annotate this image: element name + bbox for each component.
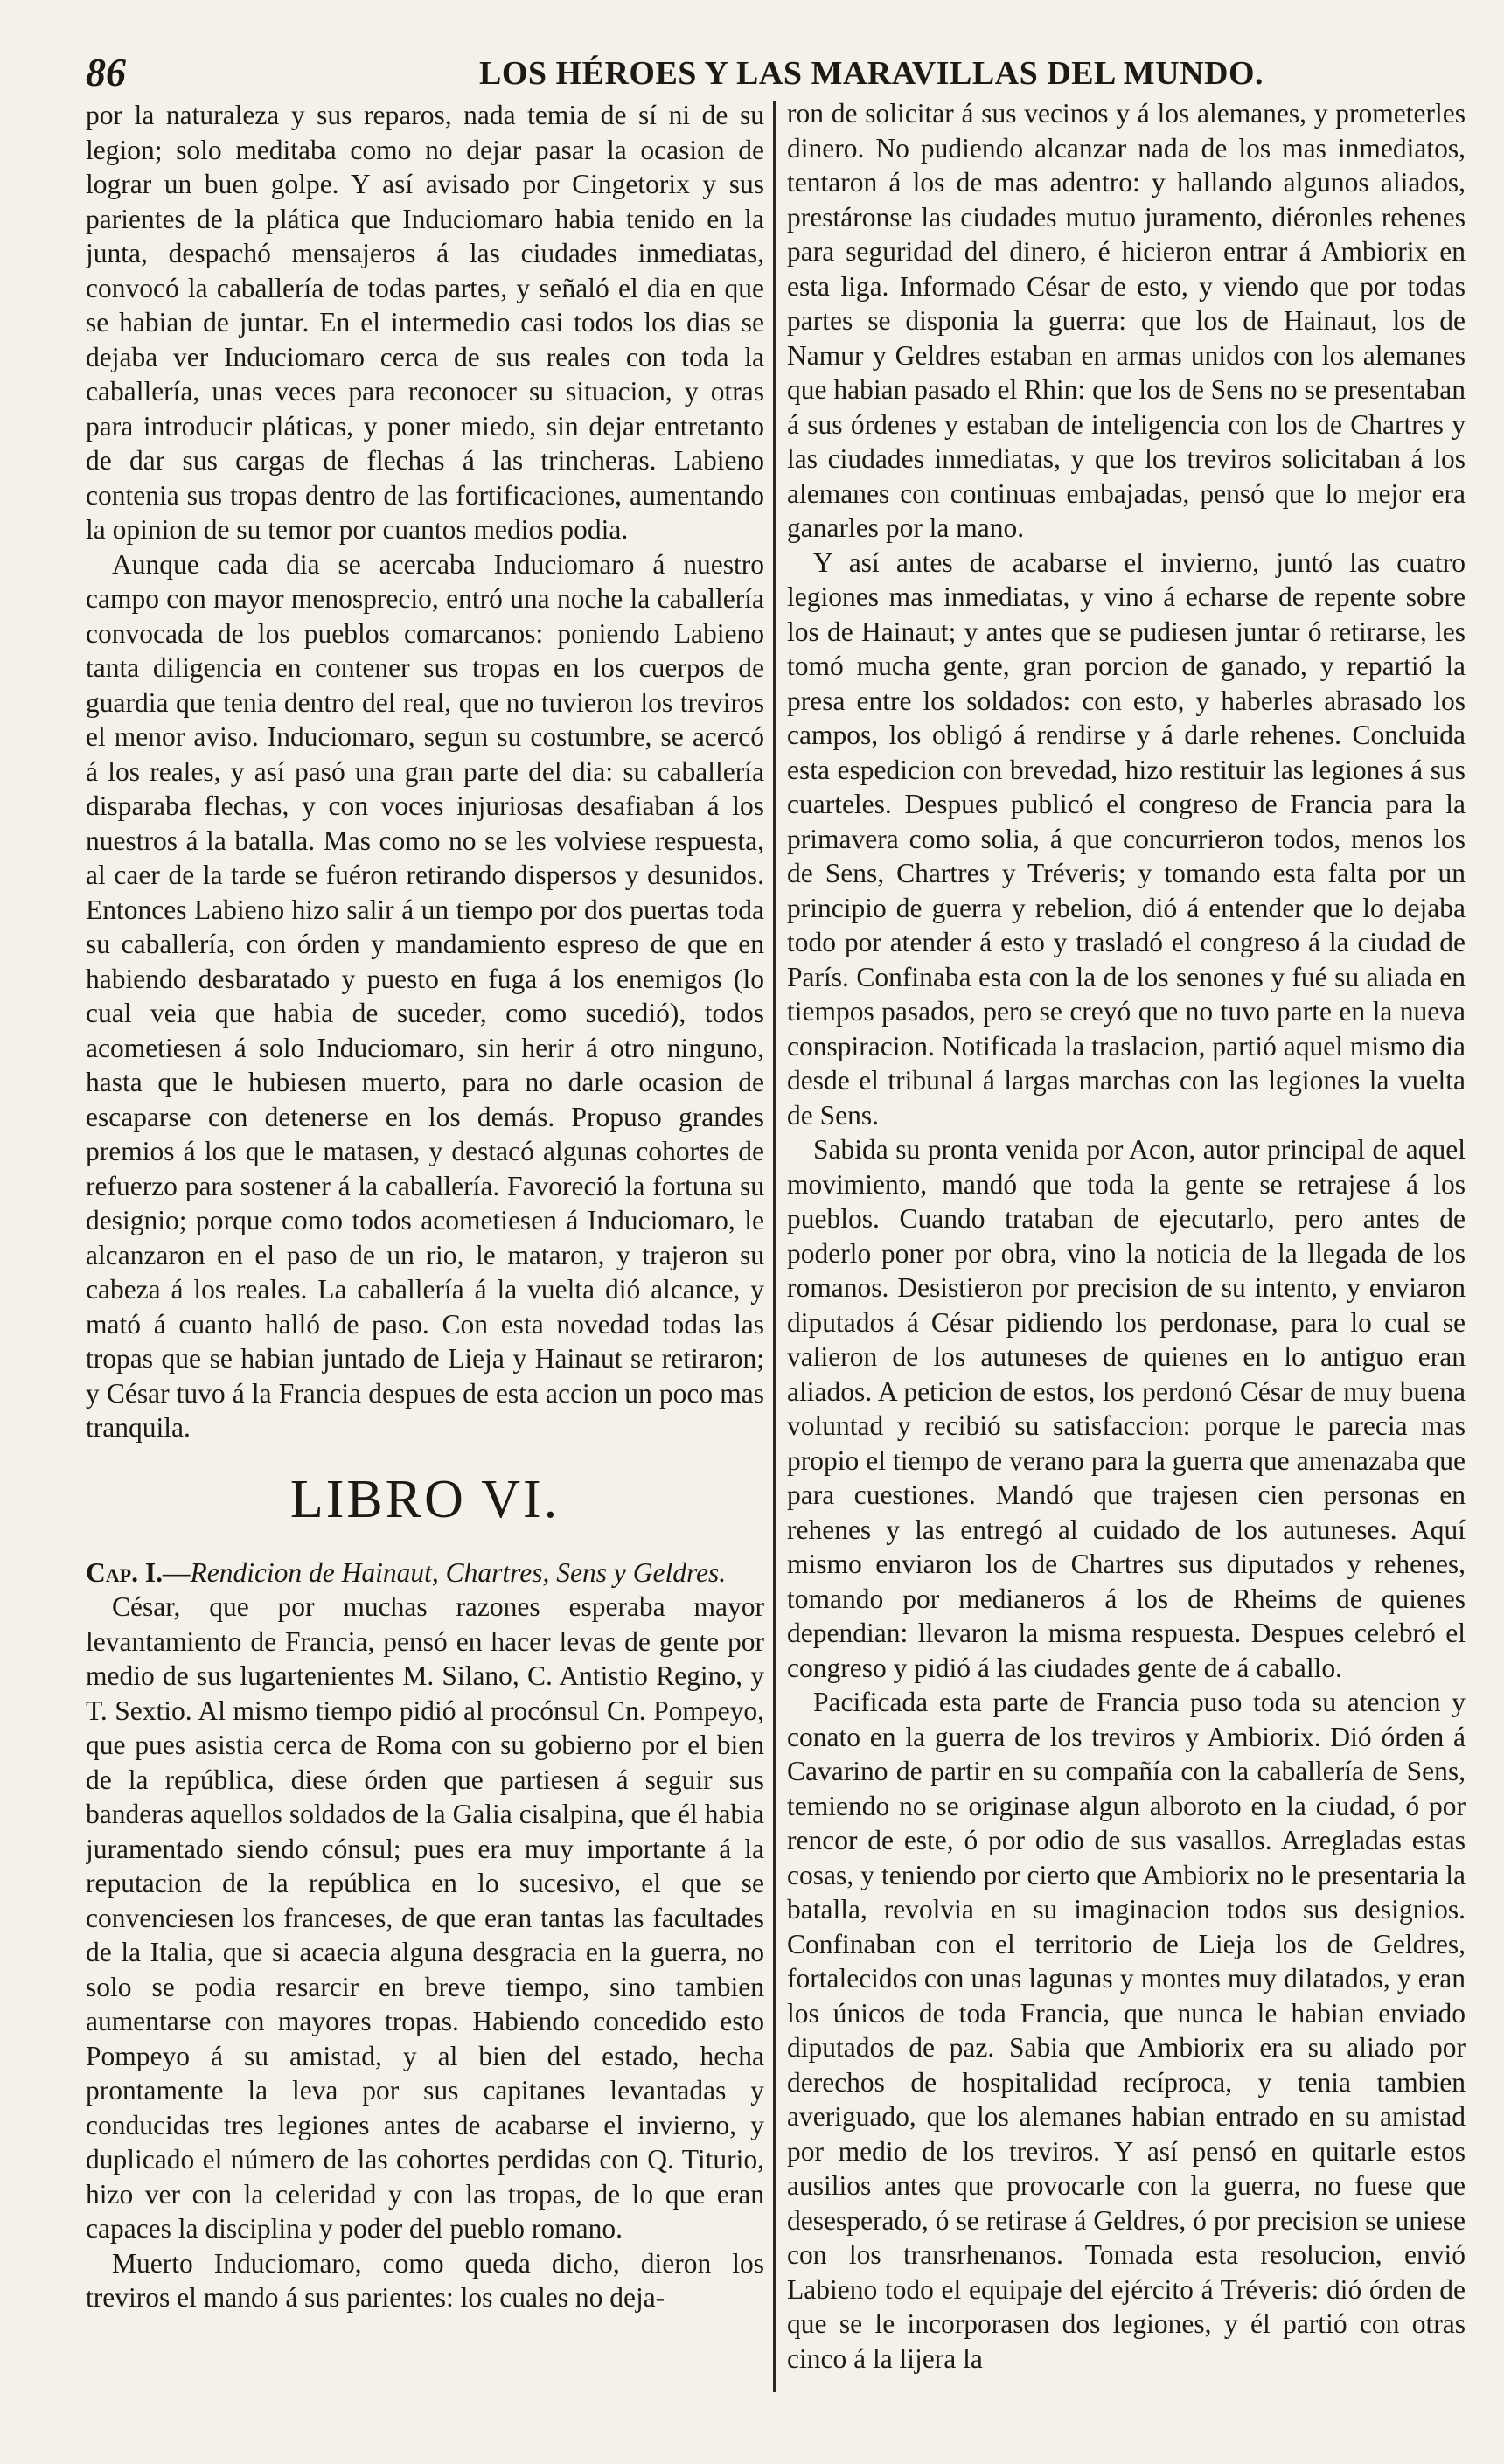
page-header [86,49,1453,101]
chapter-title: Rendicion de Hainaut, Chartres, Sens y Geldres. [190,1556,727,1588]
chapter-dash: — [162,1556,191,1588]
book-title: LIBRO VI. [289,1469,561,1529]
paragraph: por la naturaleza y sus reparos, nada temia de sí ni de su legion; solo meditaba como no dejar pasar la ocasion de lograr un buen golpe. Y así avisado por Cingetorix y sus parientes de la plática que Induciomaro habia tenido en la junta, despachó mensajeros á las ciudades inmediatas, convocó la caballería de todas partes, y señaló el dia en que se habian de juntar. En el intermedio casi todos los dias se dejaba ver Induciomaro cerca de sus reales con toda la caballería, unas veces para reconocer su situacion, y otras para introducir pláticas, y poner miedo, sin dejar entretanto de dar sus cargas de flechas á las trincheras. Labieno contenia sus tropas dentro de las fortificaciones, aumentando la opinion de su temor por cuantos medios podia. [86,100,764,545]
right-column [787,96,1466,2405]
paragraph: Pacificada esta parte de Francia puso toda su atencion y conato en la guerra de los treviros y Ambiorix. Dió órden á Cavarino de partir en su compañía con la caballería de Sens, temiendo no se originase algun alboroto en la ciudad, ó por rencor de este, ó por odio de sus vasallos. Arregladas estas cosas, y teniendo por cierto que Ambiorix no le presentaria la batalla, revolvia en su imaginacion todos sus designios. Confinaban con el territorio de Lieja los de Geldres, fortalecidos con unas lagunas y montes muy dilatados, y eran los únicos de toda Francia, que nunca le habian enviado diputados de paz. Sabia que Ambiorix era su aliado por derechos de hospitalidad recíproca, y tenia tambien averiguado, que los alemanes habian entrado en su amistad por medio de los treviros. Y así pensó en quitarle estos ausilios antes que provocarle con la guerra, no fuese que desesperado, ó se retirase á Geldres, ó por precision se uniese con los transrhenanos. Tomada esta resolucion, envió Labieno todo el equipaje del ejército á Tréveris: dió órden de que se le incorporasen dos legiones, y él partió con otras cinco á la lijera la [787,1687,1466,2374]
page-number: 86 [86,50,126,94]
left-column [86,98,764,2406]
column-divider [773,101,776,2392]
paragraph: César, que por muchas razones esperaba mayor levantamiento de Francia, pensó en hacer levas de gente por medio de sus lugartenientes M. Silano, C. Antistio Regino, y T. Sextio. Al mismo tiempo pidió al procónsul Cn. Pompeyo, que pues asistia cerca de Roma con su gobierno por el bien de la república, diese órden que partiesen á seguir sus banderas aquellos soldados de la Galia cisalpina, que él habia juramentado siendo cónsul; pues era muy importante á la reputacion de la república en lo sucesivo, el que se convenciesen los franceses, de que eran tantas las facultades de la Italia, que si acaecia alguna desgracia en la guerra, no solo se podia resarcir en breve tiempo, sino tambien aumentarse con mayores tropas. Habiendo concedido esto Pompeyo á su amistad, y al bien del estado, hecha prontamente la leva por sus capitanes levantadas y conducidas tres legiones antes de acabarse el invierno, y duplicado el número de las cohortes perdidas con Q. Titurio, hizo ver con la celeridad y con las tropas, de lo que eran capaces la disciplina y poder del pueblo romano. [86,1591,764,2244]
paragraph: Sabida su pronta venida por Acon, autor principal de aquel movimiento, mandó que toda la gente se retrajese á los pueblos. Cuando trataban de ejecutarlo, pero antes de poderlo poner por obra, vino la noticia de la llegada de los romanos. Desistieron por precision de su intento, y enviaron diputados á César pidiendo los perdonase, para lo cual se valieron de los autuneses de quienes en lo antiguo eran aliados. A peticion de estos, los perdonó César de muy buena voluntad y recibió su satisfaccion: porque le parecia mas propio el tiempo de verano para la guerra que amenazaba que para cuestiones. Mandó que trajesen cien personas en rehenes y las entregó al cuidado de los autuneses. Aquí mismo enviaron los de Chartres sus diputados y rehenes, tomando por medianeros á los de Rheims de quienes dependian: llevaron la misma respuesta. Despues celebró el congreso y pidió á las ciudades gente de á caballo. [787,1134,1466,1683]
chapter-label: Cap. I. [86,1556,163,1588]
paragraph: Muerto Induciomaro, como queda dicho, dieron los treviros el mando á sus parientes: los cuales no deja- [86,2247,764,2313]
paragraph: ron de solicitar á sus vecinos y á los alemanes, y prometerles dinero. No pudiendo alcanzar nada de los mas inmediatos, tentaron á los de mas adentro: y hallando algunos aliados, prestáronse las ciudades mutuo juramento, diéronles rehenes para seguridad del dinero, é hicieron entrar á Ambiorix en esta liga. Informado César de esto, y viendo que por todas partes se disponia la guerra: que los de Hainaut, los de Namur y Geldres estaban en armas unidos con los alemanes que habian pasado el Rhin: que los de Sens no se presentaban á sus órdenes y estaban de inteligencia con los de Chartres y las ciudades inmediatas, y que los treviros solicitaban á los alemanes con continuas embajadas, pensó que lo mejor era ganarles por la mano. [787,98,1466,543]
chapter-heading [86,1556,764,1590]
running-title: LOS HÉROES Y LAS MARAVILLAS DEL MUNDO. [479,55,1264,92]
paragraph: Aunque cada dia se acercaba Induciomaro á nuestro campo con mayor menosprecio, entró una noche la caballería convocada de los pueblos comarcanos: poniendo Labieno tanta diligencia en contener sus tropas en los cuerpos de guardia que tenia dentro del real, que no tuvieron los treviros el menor aviso. Induciomaro, segun su costumbre, se acercó á los reales, y así pasó una gran parte del dia: su caballería disparaba flechas, y con voces injuriosas desafiaban á los nuestros á la batalla. Mas como no se les volviese respuesta, al caer de la tarde se fuéron retirando dispersos y desunidos. Entonces Labieno hizo salir á un tiempo por dos puertas toda su caballería, con órden y mandamiento espreso de que en habiendo desbaratado y puesto en fuga á los enemigos (lo cual veia que habia de suceder, como sucedió), todos acometiesen á solo Induciomaro, sin herir á otro ninguno, hasta que le hubiesen muerto, para no darle ocasion de escaparse con detenerse en los demás. Propuso grandes premios á los que le matasen, y destacó algunas cohortes de refuerzo para sostener á la caballería. Favoreció la fortuna su designio; porque como todos acometiesen á Induciomaro, le alcanzaron en el paso de un rio, le mataron, y trajeron su cabeza á los reales. La caballería á la vuelta dió alcance, y mató á cuanto halló de paso. Con esta novedad todas las tropas que se habian juntado de Lieja y Hainaut se retiraron; y César tuvo á la Francia despues de esta accion un poco mas tranquila. [86,548,764,1443]
paragraph: Y así antes de acabarse el invierno, juntó las cuatro legiones mas inmediatas, y vino á echarse de repente sobre los de Hainaut; y antes que se pudiesen juntar ó retirarse, les tomó mucha gente, gran porcion de ganado, y repartió la presa entre los soldados: con esto, y haberles abrasado los campos, los obligó á rendirse y á darle rehenes. Concluida esta espedicion con brevedad, hizo restituir las legiones á sus cuarteles. Despues publicó el congreso de Francia para la primavera como solia, á que concurrieron todos, menos los de Sens, Chartres y Tréveris; y tomando esta falta por un principio de guerra y rebelion, dió á entender que lo dejaba todo por atender á esto y trasladó el congreso á la ciudad de París. Confinaba esta con la de los senones y fué su aliada en tiempos pasados, pero se creyó que no tuvo parte en la nueva conspiracion. Notificada la traslacion, partió aquel mismo dia desde el tribunal á largas marchas con las legiones la vuelta de Sens. [787,546,1466,1131]
